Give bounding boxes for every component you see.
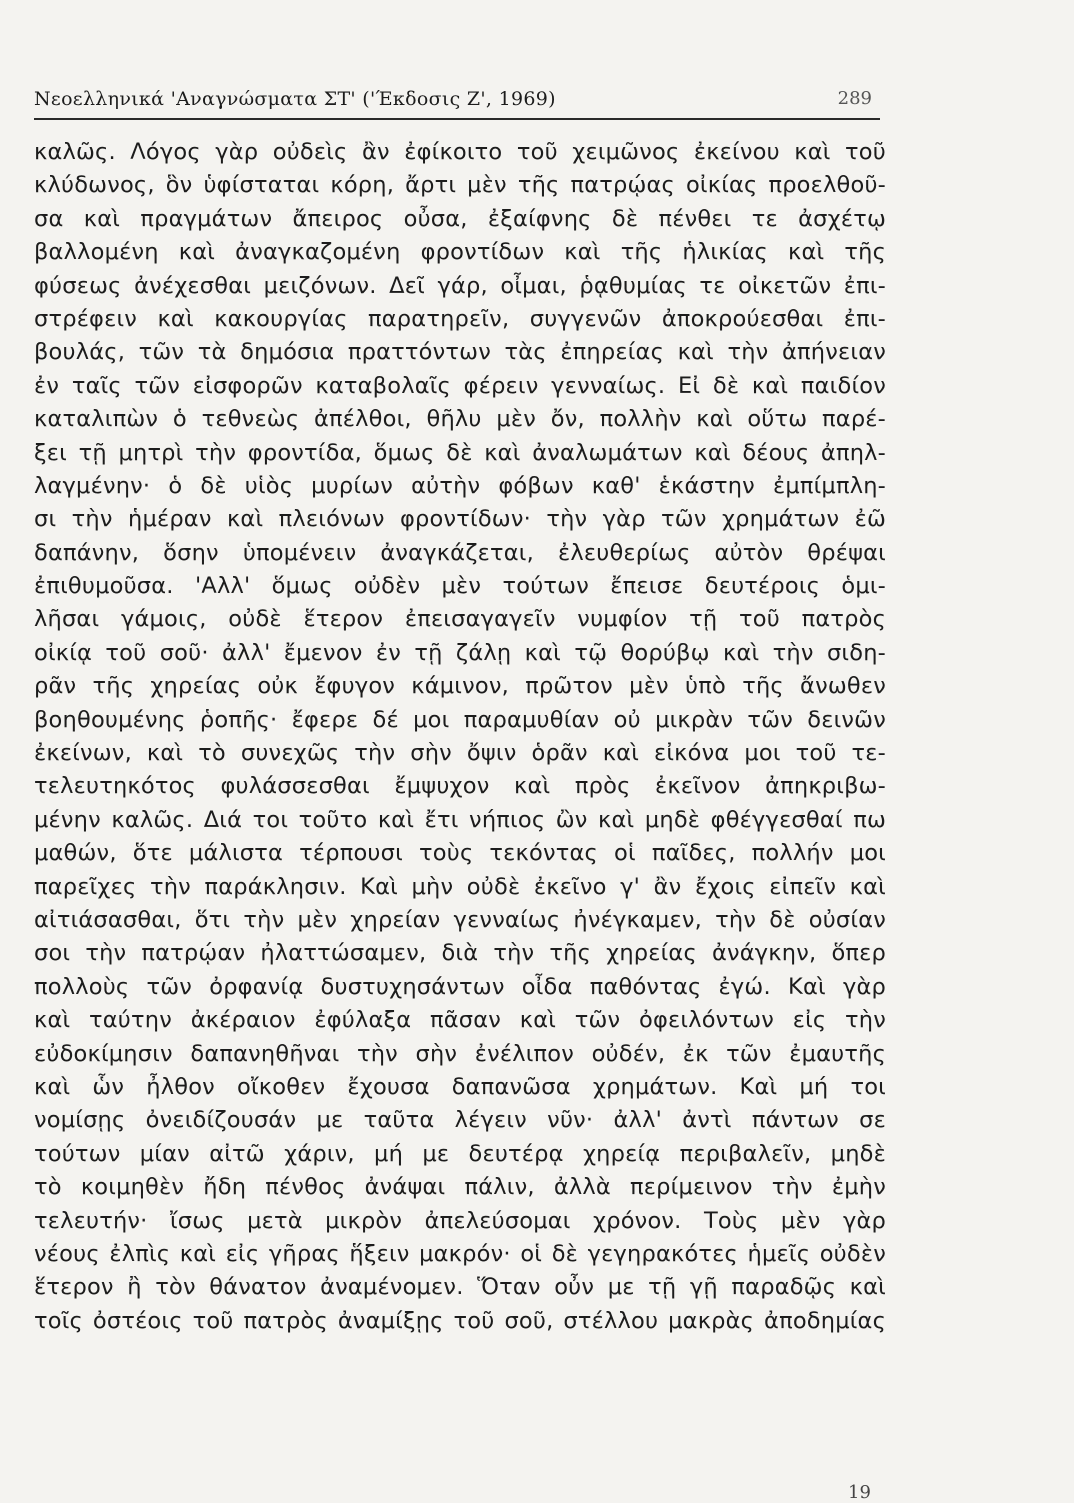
- text-line: εὐδοκίμησιν δαπανηθῆναι τὴν σὴν ἐνέλιπον οὐδέν, ἐκ τῶν ἐμαυτῆς: [34, 1040, 886, 1067]
- text-line: βουλάς, τῶν τὰ δημόσια πραττόντων τὰς ἐπηρείας καὶ τὴν ἀπήνειαν: [34, 339, 886, 366]
- text-line: καλῶς. Λόγος γὰρ οὐδεὶς ἂν ἐφίκοιτο τοῦ χειμῶνος ἐκείνου καὶ τοῦ: [34, 139, 886, 165]
- text-line: τούτων μίαν αἰτῶ χάριν, μή με δευτέρᾳ χηρείᾳ περιβαλεῖν, μηδὲ: [34, 1140, 886, 1167]
- text-line: οἰκίᾳ τοῦ σοῦ· ἀλλ' ἔμενον ἐν τῇ ζάλῃ καὶ τῷ θορύβῳ καὶ τὴν σιδη-: [34, 639, 886, 666]
- text-line: φύσεως ἀνέχεσθαι μειζόνων. Δεῖ γάρ, οἶμαι, ῥᾳθυμίας τε οἰκετῶν ἐπι-: [34, 272, 886, 299]
- text-line: μένην καλῶς. Διά τοι τοῦτο καὶ ἔτι νήπιος ὢν καὶ μηδὲ φθέγγεσθαί πω: [34, 806, 886, 833]
- text-line: νέους ἐλπὶς καὶ εἰς γῆρας ἥξειν μακρόν· οἱ δὲ γεγηρακότες ἡμεῖς οὐδὲν: [34, 1240, 886, 1267]
- page-number: 289: [837, 88, 872, 109]
- text-line: λῆσαι γάμοις, οὐδὲ ἕτερον ἐπεισαγαγεῖν νυμφίον τῇ τοῦ πατρὸς: [34, 606, 886, 633]
- header-rule: [34, 118, 880, 120]
- text-line: πολλοὺς τῶν ὀρφανίᾳ δυστυχησάντων οἶδα παθόντας ἐγώ. Καὶ γὰρ: [34, 973, 886, 1000]
- text-line: τελευτηκότος φυλάσσεσθαι ἔμψυχον καὶ πρὸς ἐκεῖνον ἀπηκριβω-: [34, 773, 886, 800]
- text-line: τοῖς ὀστέοις τοῦ πατρὸς ἀναμίξῃς τοῦ σοῦ, στέλλου μακρὰς ἀποδημίας: [34, 1307, 886, 1334]
- text-line: σι τὴν ἡμέραν καὶ πλειόνων φροντίδων· τὴν γὰρ τῶν χρημάτων ἐῶ: [34, 506, 886, 533]
- text-line: στρέφειν καὶ κακουργίας παρατηρεῖν, συγγενῶν ἀποκρούεσθαι ἐπι-: [34, 305, 886, 332]
- text-line: παρεῖχες τὴν παράκλησιν. Καὶ μὴν οὐδὲ ἐκεῖνο γ' ἂν ἔχοις εἰπεῖν καὶ: [34, 873, 886, 900]
- text-line: ρᾶν τῆς χηρείας οὐκ ἔφυγον κάμινον, πρῶτον μὲν ὑπὸ τῆς ἄνωθεν: [34, 673, 886, 700]
- text-line: ἐν ταῖς τῶν εἰσφορῶν καταβολαῖς φέρειν γενναίως. Εἰ δὲ καὶ παιδίον: [34, 372, 886, 399]
- text-line: βοηθουμένης ῥοπῆς· ἔφερε δέ μοι παραμυθίαν οὐ μικρὰν τῶν δεινῶν: [34, 706, 886, 733]
- text-line: ἐκείνων, καὶ τὸ συνεχῶς τὴν σὴν ὄψιν ὁρᾶν καὶ εἰκόνα μοι τοῦ τε-: [34, 740, 886, 767]
- text-line: ἐπιθυμοῦσα. 'Αλλ' ὅμως οὐδὲν μὲν τούτων ἔπεισε δευτέροις ὁμι-: [34, 573, 886, 600]
- folio-mark: 19: [848, 1482, 871, 1503]
- running-header: [34, 88, 880, 120]
- text-line: κλύδωνος, ὃν ὑφίσταται κόρη, ἄρτι μὲν τῆς πατρῴας οἰκίας προελθοῦ-: [34, 172, 886, 199]
- text-line: μαθών, ὅτε μάλιστα τέρπουσι τοὺς τεκόντας οἱ παῖδες, πολλήν μοι: [34, 840, 886, 867]
- text-line: ἕτερον ἢ τὸν θάνατον ἀναμένομεν. Ὅταν οὖν με τῇ γῇ παραδῷς καὶ: [34, 1274, 886, 1301]
- text-line: δαπάνην, ὅσην ὑπομένειν ἀναγκάζεται, ἐλευθερίως αὐτὸν θρέψαι: [34, 539, 886, 566]
- text-line: νομίσῃς ὀνειδίζουσάν με ταῦτα λέγειν νῦν· ἀλλ' ἀντὶ πάντων σε: [34, 1107, 886, 1134]
- text-line: βαλλομένη καὶ ἀναγκαζομένη φροντίδων καὶ τῆς ἡλικίας καὶ τῆς: [34, 239, 886, 266]
- text-line: τὸ κοιμηθὲν ἤδη πένθος ἀνάψαι πάλιν, ἀλλὰ περίμεινον τὴν ἐμὴν: [34, 1174, 886, 1201]
- text-line: σοι τὴν πατρῴαν ἠλαττώσαμεν, διὰ τὴν τῆς χηρείας ἀνάγκην, ὅπερ: [34, 940, 886, 967]
- text-line: καταλιπὼν ὁ τεθνεὼς ἀπέλθοι, θῆλυ μὲν ὄν, πολλὴν καὶ οὕτω παρέ-: [34, 406, 886, 433]
- text-line: σα καὶ πραγμάτων ἄπειρος οὖσα, ἐξαίφνης δὲ πένθει τε ἀσχέτῳ: [34, 205, 886, 232]
- text-line: καὶ ταύτην ἀκέραιον ἐφύλαξα πᾶσαν καὶ τῶν ὀφειλόντων εἰς τὴν: [34, 1007, 886, 1034]
- text-line: ξει τῇ μητρὶ τὴν φροντίδα, ὅμως δὲ καὶ ἀναλωμάτων καὶ δέους ἀπηλ-: [34, 439, 886, 466]
- text-line: τελευτήν· ἴσως μετὰ μικρὸν ἀπελεύσομαι χρόνον. Τοὺς μὲν γὰρ: [34, 1207, 886, 1234]
- header-title: Νεοελληνικά 'Αναγνώσματα ΣΤ' ('Έκδοσις Ζ', 1969): [34, 88, 556, 110]
- text-line: λαγμένην· ὁ δὲ υἱὸς μυρίων αὐτὴν φόβων καθ' ἑκάστην ἐμπίμπλη-: [34, 472, 886, 499]
- text-line: αἰτιάσασθαι, ὅτι τὴν μὲν χηρείαν γενναίως ἠνέγκαμεν, τὴν δὲ οὐσίαν: [34, 906, 886, 933]
- text-line: καὶ ὧν ἦλθον οἴκοθεν ἔχουσα δαπανῶσα χρημάτων. Καὶ μή τοι: [34, 1073, 886, 1100]
- body-text: [34, 136, 886, 1338]
